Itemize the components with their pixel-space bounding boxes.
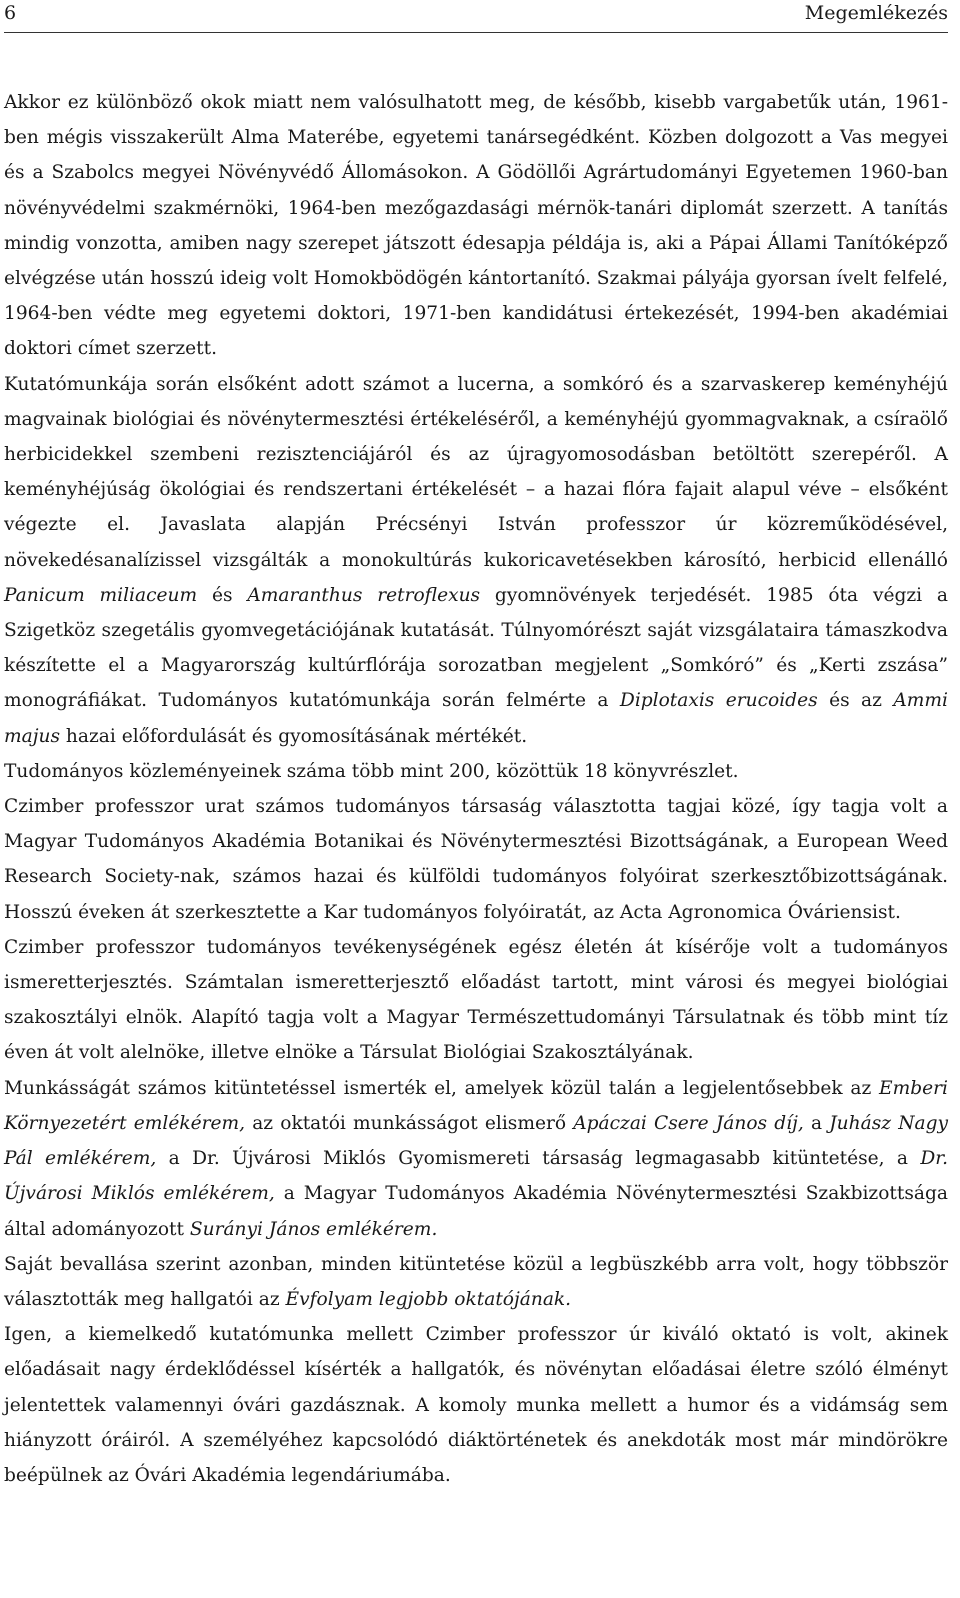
italic-text: Apáczai Csere János díj, bbox=[573, 1112, 804, 1134]
text-run: a bbox=[803, 1112, 830, 1134]
italic-text: Juhász Nagy Pál emlékérem, bbox=[4, 1112, 948, 1170]
italic-text: Ammi majus bbox=[4, 690, 948, 747]
text-run: Tudományos közleményeinek száma több mint 200, közöttük 18 könyvrészlet. bbox=[4, 760, 739, 782]
italic-text: Évfolyam legjobb oktatójának. bbox=[285, 1288, 572, 1310]
text-run: Igen, a kiemelkedő kutatómunka mellett Czimber professzor úr kiváló oktató is volt, akinek előadásait nagy érdeklődéssel kísérték a hallgatók, és növénytan előadásai életre szóló élményt jelentettek valamennyi óvári gazdásznak. A komoly munka mellett a humor és a vidámság sem hiányzott óráiról. A személyéhez kapcsolódó diáktörténetek és anekdoták most már mindörökre beépülnek az Óvári Akadémia legendáriumába. bbox=[4, 1324, 948, 1486]
italic-text: Surányi János emlékérem. bbox=[189, 1218, 438, 1240]
page-number: 6 bbox=[4, 2, 17, 24]
italic-text: Amaranthus retroflexus bbox=[247, 584, 481, 606]
text-run: és az bbox=[817, 690, 894, 712]
italic-text: Panicum miliaceum bbox=[4, 584, 198, 606]
body-paragraph bbox=[4, 789, 948, 930]
section-title: Megemlékezés bbox=[804, 2, 948, 24]
text-run: hazai előfordulását és gyomosításának mértékét. bbox=[60, 725, 528, 747]
body-paragraph bbox=[4, 85, 948, 367]
text-run: és bbox=[197, 584, 248, 606]
body-paragraph bbox=[4, 367, 948, 754]
text-run: Akkor ez különböző okok miatt nem valósulhatott meg, de később, kisebb vargabetűk után, 1961-ben mégis visszakerült Alma Materébe, egyetemi tanársegédként. Közben dolgozott a Vas megyei és a Szabolcs megyei Növényvédő Állomásokon. A Gödöllői Agrártudományi Egyetemen 1960-ban növényvédelmi szakmérnöki, 1964-ben mezőgazdasági mérnök-tanári diplomát szerzett. A tanítás mindig vonzotta, amiben nagy szerepet játszott édesapja példája is, aki a Pápai Állami Tanítóképző elvégzése után hosszú ideig volt Homokbödögén kántortanító. Szakmai pályája gyorsan ívelt felfelé, 1964-ben védte meg egyetemi doktori, 1971-ben kandidátusi értekezését, 1994-ben akadémiai doktori címet szerzett. bbox=[4, 92, 948, 360]
text-run: a Dr. Újvárosi Miklós Gyomismereti társaság legmagasabb kitüntetése, a bbox=[156, 1148, 921, 1170]
body-paragraph bbox=[4, 1247, 948, 1317]
text-run: Czimber professzor urat számos tudományos társaság választotta tagjai közé, így tagja volt a Magyar Tudományos Akadémia Botanikai és Növénytermesztési Bizottságának, a European Weed Research Society-nak, számos hazai és külföldi tudományos folyóirat szerkesztőbizottságának. Hosszú éveken át szerkesztette a Kar tudományos folyóiratát, az Acta Agronomica Óváriensist. bbox=[4, 796, 948, 923]
italic-text: Dr. Újvárosi Miklós emlékérem, bbox=[4, 1148, 948, 1205]
text-run: a Magyar Tudományos Akadémia Növénytermesztési Szakbizottsága által adományozott bbox=[4, 1183, 948, 1240]
text-run: gyomnövények terjedését. 1985 óta végzi a Szigetköz szegetális gyomvegetációjának kutatását. Túlnyomórészt saját vizsgálataira támaszkodva készítette el a Magyarország kultúrflórája sorozatban megjelent „Somkóró” és „Kerti zszása” monográfiákat. Tudományos kutatómunkája során felmérte a bbox=[4, 584, 949, 712]
text-run: Munkásságát számos kitüntetéssel ismerték el, amelyek közül talán a legjelentősebbek az bbox=[4, 1077, 880, 1099]
body-paragraph bbox=[4, 754, 948, 789]
text-run: Kutatómunkája során elsőként adott számot a lucerna, a somkóró és a szarvaskerep keményhéjú magvainak biológiai és növénytermesztési értékeléséről, a keményhéjú gyommagvaknak, a csíraölő herbicidekkel szembeni rezisztenciájáról és az újragyomosodásban betöltött szerepéről. A keményhéjúság ökológiai és rendszertani értékelését – a hazai flóra fajait alapul véve – elsőként végezte el. Javaslata alapján Précsényi István professzor úr közreműködésével, növekedésanalízissel vizsgálták a monokultúrás kukoricavetésekben károsító, herbicid ellenálló bbox=[4, 373, 948, 571]
text-run: Saját bevallása szerint azonban, minden kitüntetése közül a legbüszkébb arra volt, hogy többször választották meg hallgatói az bbox=[4, 1253, 948, 1310]
text-run: az oktatói munkásságot elismerő bbox=[245, 1112, 574, 1134]
body-paragraph bbox=[4, 930, 948, 1071]
italic-text: Emberi Környezetért emlékérem, bbox=[4, 1077, 948, 1134]
body-paragraph bbox=[4, 1071, 948, 1247]
running-header bbox=[4, 0, 948, 33]
italic-text: Diplotaxis erucoides bbox=[619, 690, 818, 712]
body-paragraph bbox=[4, 1317, 948, 1493]
text-run: Czimber professzor tudományos tevékenységének egész életén át kísérője volt a tudományos ismeretterjesztés. Számtalan ismeretterjesztő előadást tartott, mint városi és megyei biológiai szakosztályi elnök. Alapító tagja volt a Magyar Természettudományi Társulatnak és több mint tíz éven át volt alelnöke, illetve elnöke a Társulat Biológiai Szakosztályának. bbox=[4, 936, 948, 1064]
article-body bbox=[4, 85, 948, 1493]
